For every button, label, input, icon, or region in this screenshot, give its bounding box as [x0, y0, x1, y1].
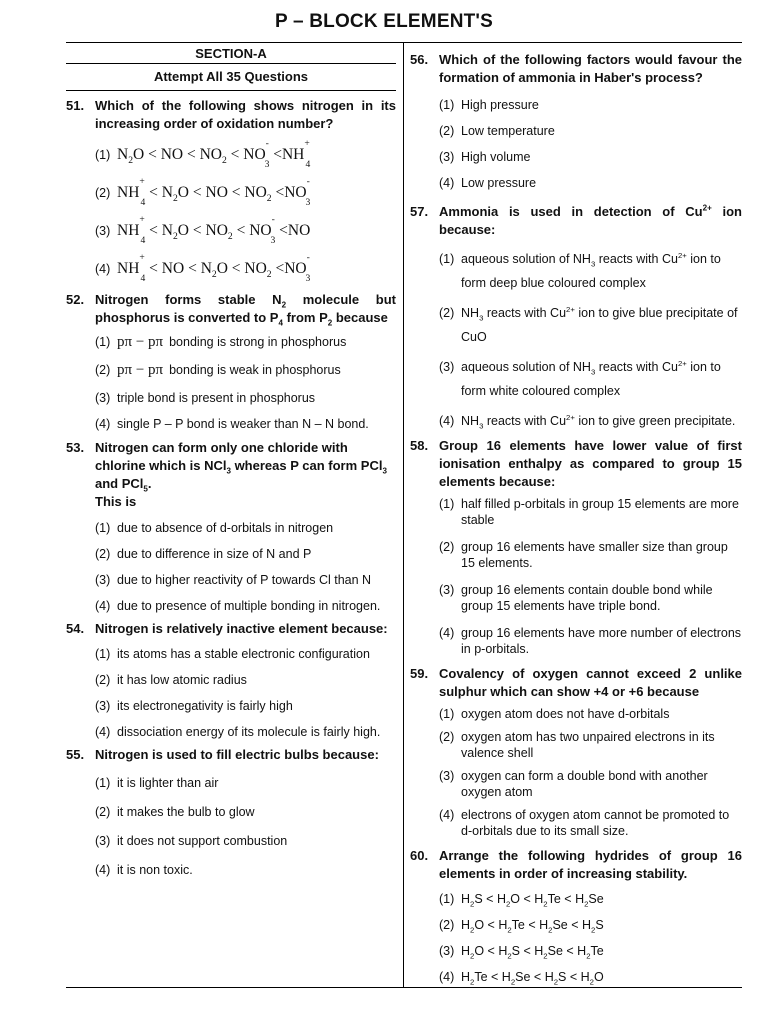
- option-58-1[interactable]: (1) half filled p-orbitals in group 15 elements are more stable: [439, 497, 739, 527]
- option-53-1[interactable]: (1) due to absence of d-orbitals in nitrogen: [95, 521, 334, 535]
- option-60-4[interactable]: (4) $H_2Te < H_2Se < H_2S < H_2O$: [439, 969, 742, 985]
- page-title: P – BLOCK ELEMENT'S: [274, 11, 494, 32]
- formula: $NH^+_4 < N_2O < NO_2 < NO^-_3 <NO$: [117, 214, 311, 247]
- options-54: [95, 646, 396, 740]
- option-55-1[interactable]: (1) it is lighter than air: [95, 776, 219, 790]
- p-pi-bond-symbol: pπ − pπ: [117, 362, 164, 378]
- question-60: [410, 847, 742, 883]
- bottom-rule: [66, 987, 742, 988]
- question-number: 56.: [410, 52, 429, 67]
- left-column: [66, 43, 396, 878]
- question-number: 54.: [66, 621, 85, 636]
- section-title: SECTION-A: [195, 46, 267, 61]
- option-60-1[interactable]: (1) $H_2S < H_2O < H_2Te < H_2Se$: [439, 891, 742, 907]
- options-60: [439, 891, 742, 985]
- option-54-2[interactable]: (2) it has low atomic radius: [95, 673, 247, 687]
- option-54-1[interactable]: (1) its atoms has a stable electronic configuration: [95, 647, 370, 661]
- question-number: 55.: [66, 747, 85, 762]
- question-56: [410, 51, 742, 87]
- option-60-3[interactable]: (3) $H_2O < H_2S < H_2Se < H_2Te$: [439, 943, 742, 959]
- option-56-2[interactable]: (2) Low temperature: [439, 124, 555, 138]
- option-51-2[interactable]: (2) $NH^+_4 < N_2O$ < NO < $NO_2 <NO^-_3$: [95, 181, 396, 205]
- option-51-4[interactable]: (4) $NH^+_4$ < NO < $N_2O < NO_2 <NO^-_3$: [95, 257, 396, 281]
- options-58: [439, 496, 742, 657]
- question-number: 51.: [66, 98, 85, 113]
- option-51-3[interactable]: (3) $NH^+_4 < N_2O < NO_2 < NO^-_3 <NO$: [95, 219, 396, 243]
- option-59-3[interactable]: (3) oxygen can form a double bond with another oxygen atom: [439, 769, 708, 799]
- question-52: [66, 291, 396, 327]
- question-57: [410, 203, 742, 239]
- option-57-4[interactable]: (4) $NH_3$ reacts with $Cu^{2+}$ ion to give green precipitate.: [439, 412, 736, 431]
- options-57: [439, 247, 742, 433]
- options-59: [439, 706, 742, 839]
- option-59-4[interactable]: (4) electrons of oxygen atom cannot be promoted to d-orbitals due to its small size.: [439, 808, 730, 838]
- options-56: [439, 97, 742, 191]
- question-58: [410, 437, 742, 491]
- option-58-2[interactable]: (2) group 16 elements have smaller size than group 15 elements.: [439, 540, 728, 570]
- question-text: Covalency of oxygen cannot exceed 2 unlike sulphur which can show +4 or +6 because: [439, 666, 742, 699]
- option-59-1[interactable]: (1) oxygen atom does not have d-orbitals: [439, 707, 670, 721]
- question-53: [66, 439, 396, 511]
- question-text: Which of the following factors would favour the formation of ammonia in Haber's process?: [439, 52, 742, 85]
- option-55-2[interactable]: (2) it makes the bulb to glow: [95, 805, 255, 819]
- options-53: [95, 520, 396, 614]
- question-number: 53.: [66, 440, 85, 455]
- question-number: 58.: [410, 438, 429, 453]
- question-51: [66, 97, 396, 133]
- option-57-1[interactable]: (1) aqueous solution of $NH_3$ reacts with $Cu^{2+}$ ion to form deep blue coloured complex: [439, 250, 721, 290]
- question-55: [66, 746, 396, 764]
- question-text: Arrange the following hydrides of group 16 elements in order of increasing stability.: [439, 848, 742, 881]
- question-54: [66, 620, 396, 638]
- option-59-2[interactable]: (2) oxygen atom has two unpaired electrons in its valence shell: [439, 730, 715, 760]
- option-58-3[interactable]: (3) group 16 elements contain double bond while group 15 elements have triple bond.: [439, 583, 713, 613]
- p-pi-bond-symbol: pπ − pπ: [117, 334, 164, 350]
- options-52: [95, 334, 396, 432]
- column-divider: [403, 43, 404, 987]
- right-column: [410, 43, 742, 985]
- option-54-4[interactable]: (4) dissociation energy of its molecule is fairly high.: [95, 725, 381, 739]
- option-53-4[interactable]: (4) due to presence of multiple bonding in nitrogen.: [95, 599, 381, 613]
- option-56-1[interactable]: (1) High pressure: [439, 98, 539, 112]
- option-55-3[interactable]: (3) it does not support combustion: [95, 834, 288, 848]
- formula: $NH^+_4 < N_2O$ < NO < $NO_2 <NO^-_3$: [117, 176, 311, 209]
- question-text: Group 16 elements have lower value of first ionisation enthalpy as compared to group 15 elements because:: [439, 438, 742, 489]
- instruction-divider: [66, 90, 396, 91]
- formula: $N_2O$ < NO < $NO_2 < NO^-_3 <NH^+_4$: [117, 138, 311, 171]
- options-55: [95, 775, 396, 878]
- question-number: 52.: [66, 292, 85, 307]
- option-51-1[interactable]: (1) $N_2O$ < NO < $NO_2 < NO^-_3 <NH^+_4$: [95, 143, 396, 167]
- question-number: 60.: [410, 848, 429, 863]
- option-52-3[interactable]: (3) triple bond is present in phosphorus: [95, 391, 316, 405]
- question-number: 59.: [410, 666, 429, 681]
- option-53-2[interactable]: (2) due to difference in size of N and P: [95, 547, 312, 561]
- question-59: [410, 665, 742, 701]
- option-58-4[interactable]: (4) group 16 elements have more number of electrons in p-orbitals.: [439, 626, 742, 656]
- option-53-3[interactable]: (3) due to higher reactivity of P towards Cl than N: [95, 573, 372, 587]
- option-52-4[interactable]: (4) single P – P bond is weaker than N – N bond.: [95, 417, 369, 431]
- option-56-4[interactable]: (4) Low pressure: [439, 176, 537, 190]
- question-text: Nitrogen forms stable $N_2$ molecule but phosphorus is converted to $P_4$ from $P_2$ because: [95, 292, 396, 328]
- formula: $H_2S < H_2O < H_2Te < H_2Se$: [461, 892, 604, 909]
- section-instruction: Attempt All 35 Questions: [153, 69, 309, 84]
- option-54-3[interactable]: (3) its electronegativity is fairly high: [95, 699, 293, 713]
- formula: $H_2O < H_2S < H_2Se < H_2Te$: [461, 944, 604, 961]
- option-55-4[interactable]: (4) it is non toxic.: [95, 863, 193, 877]
- question-text: Which of the following shows nitrogen in its increasing order of oxidation number?: [95, 98, 396, 131]
- option-57-3[interactable]: (3) aqueous solution of $NH_3$ reacts with $Cu^{2+}$ ion to form white coloured complex: [439, 358, 721, 398]
- question-text: Ammonia is used in detection of $Cu^{2+}$ ion because:: [439, 203, 742, 237]
- question-number: 57.: [410, 204, 429, 219]
- option-52-2[interactable]: (2) pπ − pπ bonding is weak in phosphorus: [95, 362, 341, 378]
- options-51: [95, 138, 396, 285]
- formula: $NH^+_4$ < NO < $N_2O < NO_2 <NO^-_3$: [117, 252, 311, 285]
- option-57-2[interactable]: (2) $NH_3$ reacts with $Cu^{2+}$ ion to give blue precipitate of CuO: [439, 304, 738, 344]
- option-52-1[interactable]: (1) pπ − pπ bonding is strong in phosphorus: [95, 334, 347, 350]
- question-text: Nitrogen is used to fill electric bulbs because:: [95, 747, 379, 762]
- formula: $H_2Te < H_2Se < H_2S < H_2O$: [461, 970, 604, 987]
- formula: $H_2O < H_2Te < H_2Se < H_2S$: [461, 918, 604, 935]
- question-text: Nitrogen can form only one chloride with chlorine which is NCl$_3$ whereas P can form PCl$_3$ and PCl$_5$. This is: [95, 440, 387, 509]
- option-60-2[interactable]: (2) $H_2O < H_2Te < H_2Se < H_2S$: [439, 917, 742, 933]
- option-56-3[interactable]: (3) High volume: [439, 150, 531, 164]
- question-text: Nitrogen is relatively inactive element because:: [95, 621, 388, 636]
